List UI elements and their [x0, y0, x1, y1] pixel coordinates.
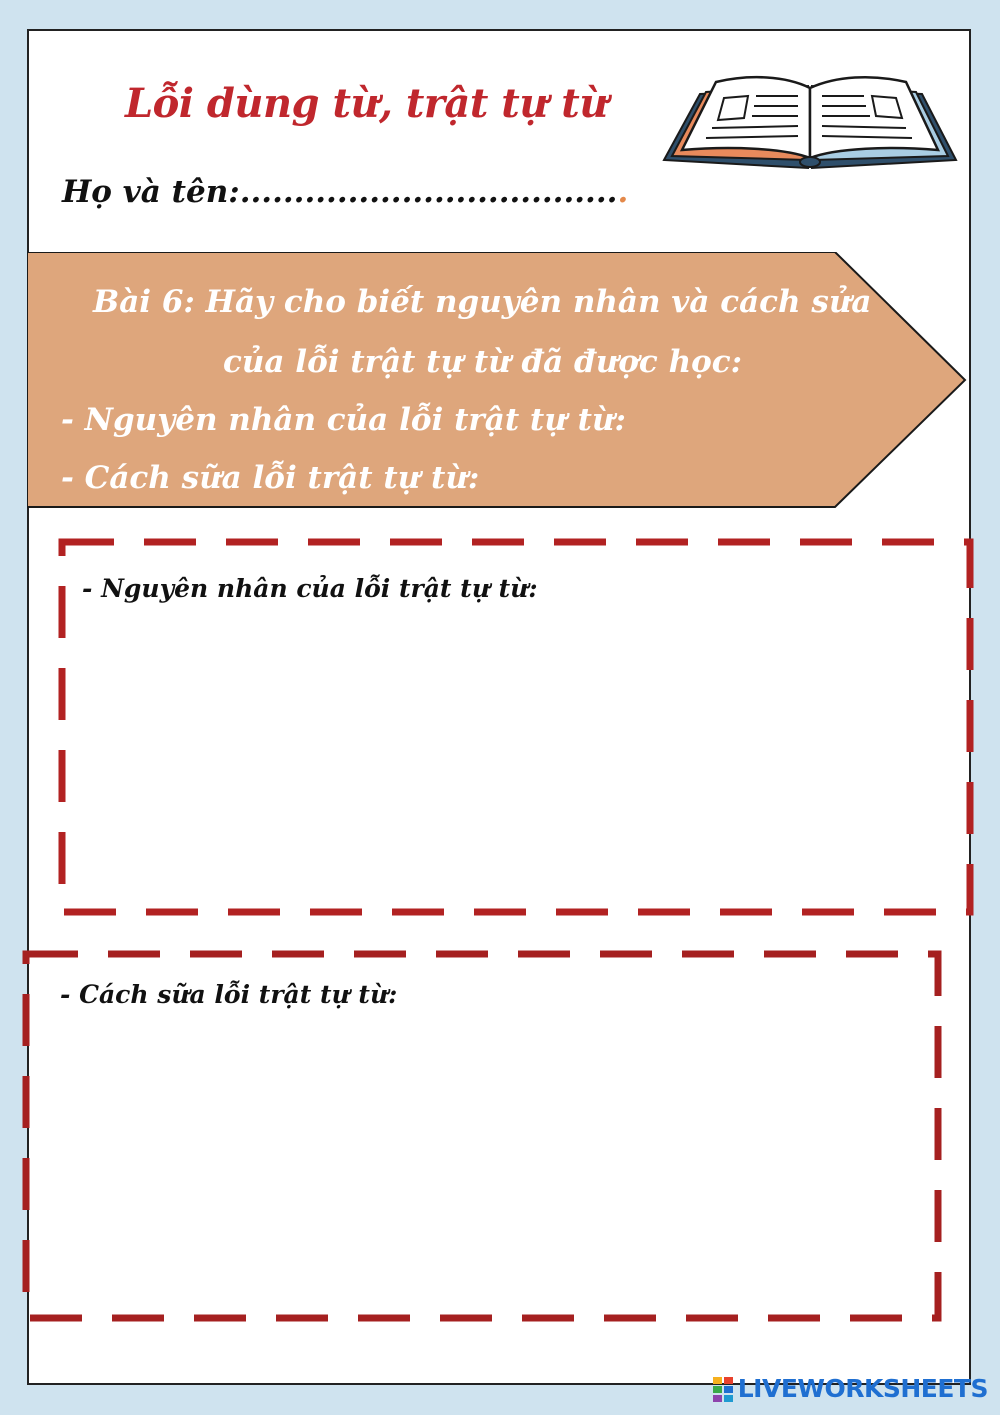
name-dots: ................................... [239, 174, 618, 210]
liveworksheets-logo-icon [712, 1375, 734, 1403]
open-book-icon [660, 68, 960, 172]
liveworksheets-brand[interactable] [712, 1374, 988, 1403]
cause-answer-label: - Nguyên nhân của lỗi trật tự từ: [82, 574, 538, 603]
exercise-item-fix: - Cách sữa lỗi trật tự từ: [61, 460, 480, 496]
name-field-line [62, 174, 628, 210]
name-dot-accent: . [617, 174, 629, 210]
exercise-item-cause: - Nguyên nhân của lỗi trật tự từ: [61, 402, 626, 438]
brand-name: LIVEWORKSHEETS [737, 1374, 988, 1403]
cause-answer-box[interactable] [58, 538, 974, 916]
fix-answer-box[interactable] [22, 950, 942, 1322]
fix-answer-input[interactable] [60, 1024, 914, 1298]
fix-answer-label: - Cách sữa lỗi trật tự từ: [60, 980, 398, 1009]
exercise-heading-line-2: của lỗi trật tự từ đã được học: [223, 344, 743, 380]
cause-answer-input[interactable] [82, 618, 946, 892]
worksheet-title: Lỗi dùng từ, trật tự từ [125, 80, 608, 127]
exercise-heading-line-1: Bài 6: Hãy cho biết nguyên nhân và cách sửa [93, 284, 872, 320]
name-label: Họ và tên: [62, 174, 240, 210]
exercise-banner [27, 252, 967, 509]
